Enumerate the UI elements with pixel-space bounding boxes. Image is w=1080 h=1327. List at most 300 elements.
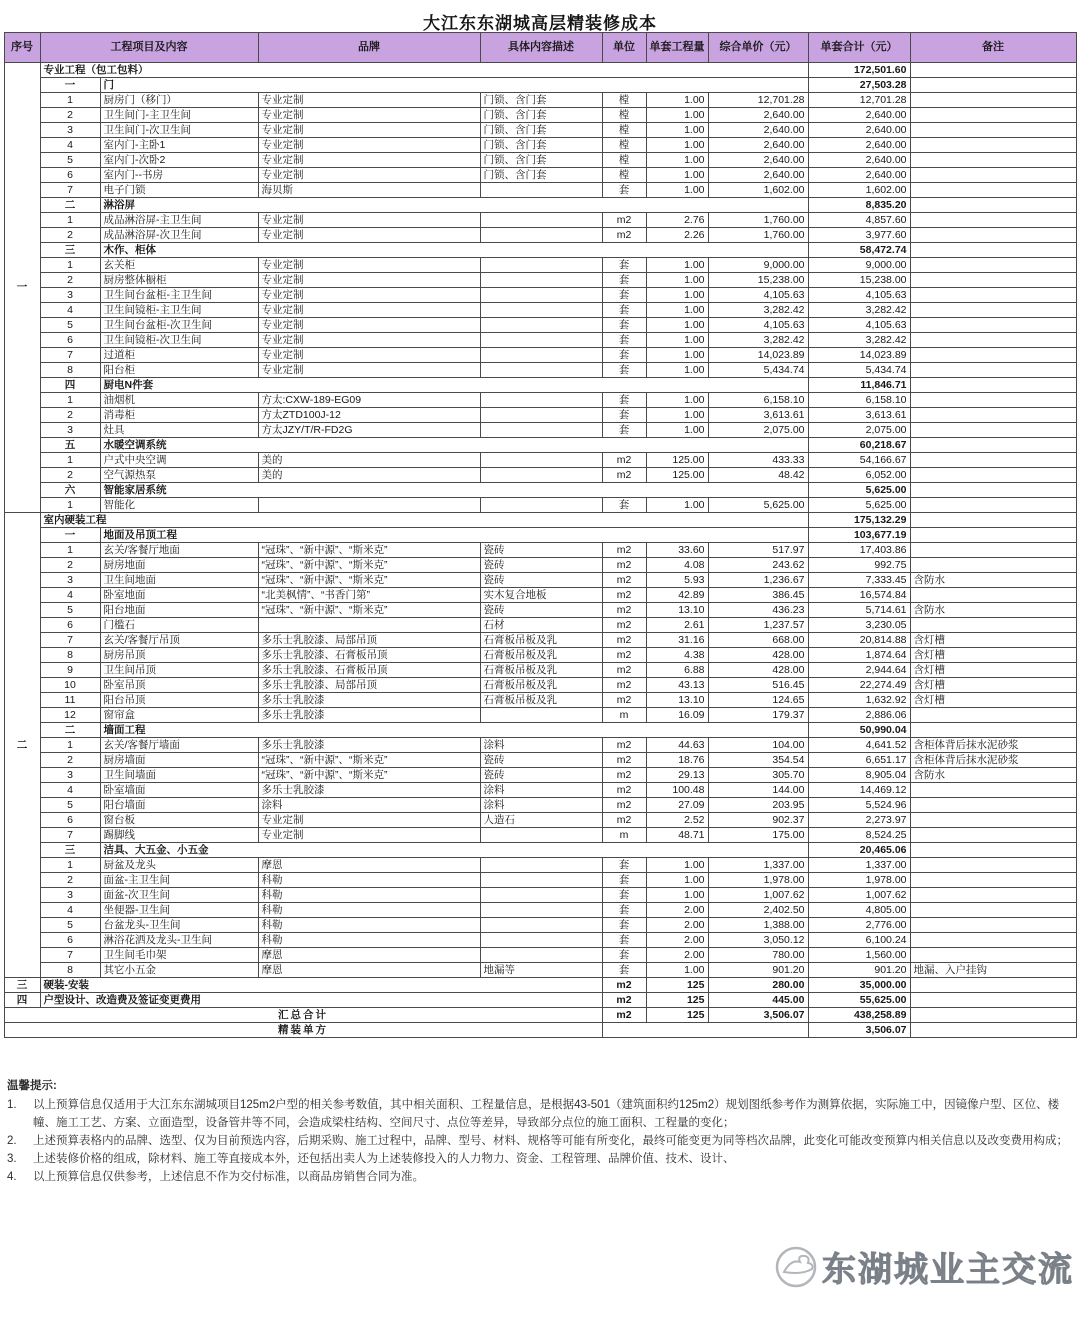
item-unit: m2 [602,603,646,618]
item-remark [910,933,1076,948]
item-qty: 29.13 [646,768,708,783]
item-no: 2 [40,873,100,888]
item-qty: 1.00 [646,963,708,978]
col-header: 单位 [602,33,646,63]
table-row [4,888,1076,903]
item-no: 4 [40,303,100,318]
item-qty: 1.00 [646,108,708,123]
item-price: 3,506.07 [708,1008,808,1023]
item-total: 8,905.04 [808,768,910,783]
item-name: 阳台地面 [100,603,258,618]
item-qty: 44.63 [646,738,708,753]
section-total: 50,990.04 [808,723,910,738]
item-no: 7 [40,948,100,963]
item-total: 16,574.84 [808,588,910,603]
item-qty: 1.00 [646,168,708,183]
table-row [4,228,1076,243]
item-desc [480,873,602,888]
item-desc [480,933,602,948]
item-total: 5,625.00 [808,498,910,513]
item-price: 203.95 [708,798,808,813]
item-no: 1 [40,213,100,228]
remark-cell [910,513,1076,528]
item-brand: 方太JZY/T/R-FD2G [258,423,480,438]
note-text: 以上预算信息仅适用于大江东东湖城项目125m2户型的相关参考数值，其中相关面积、工程量信息，是根据43-501（建筑面积约125m2）规划图纸参考作为测算依据，实际施工中，因镜像户型、区位、楼幢、施工工艺、方案、立面造型，设备管井等不同，会造成梁柱结构、空间尺寸、点位等差异，导致部分点位的施工面积、工程量的变化； [33,1099,1060,1129]
item-brand: 专业定制 [258,288,480,303]
item-price: 901.20 [708,963,808,978]
item-remark [910,813,1076,828]
item-brand: 专业定制 [258,828,480,843]
item-brand: 专业定制 [258,258,480,273]
remark-cell [910,723,1076,738]
item-qty: 1.00 [646,363,708,378]
item-unit: m2 [602,813,646,828]
item-no: 11 [40,693,100,708]
item-name: 台盆龙头-卫生间 [100,918,258,933]
item-price: 1,337.00 [708,858,808,873]
item-price: 436.23 [708,603,808,618]
item-name: 淋浴花洒及龙头-卫生间 [100,933,258,948]
note-item [7,1133,1073,1150]
item-total: 2,640.00 [808,138,910,153]
item-remark [910,318,1076,333]
item-price: 1,236.67 [708,573,808,588]
item-unit: 套 [602,363,646,378]
item-qty: 1.00 [646,93,708,108]
item-unit: 套 [602,408,646,423]
item-brand: 专业定制 [258,168,480,183]
item-desc [480,303,602,318]
item-total: 2,944.64 [808,663,910,678]
item-price: 433.33 [708,453,808,468]
item-total: 3,282.42 [808,303,910,318]
table-row [4,873,1076,888]
item-desc [480,393,602,408]
item-no: 1 [40,258,100,273]
item-total: 1,007.62 [808,888,910,903]
item-qty: 42.89 [646,588,708,603]
item-price: 1,760.00 [708,228,808,243]
item-total: 20,814.88 [808,633,910,648]
item-name: 室内门-次卧2 [100,153,258,168]
table-row [4,423,1076,438]
item-brand: “冠珠”、“新中源”、“斯米克” [258,573,480,588]
item-desc [480,228,602,243]
item-brand: 方太:CXW-189-EG09 [258,393,480,408]
item-name: 智能化 [100,498,258,513]
item-remark [910,888,1076,903]
item-name: 油烟机 [100,393,258,408]
item-name: 空气源热泵 [100,468,258,483]
item-unit: 套 [602,903,646,918]
section-total: 8,835.20 [808,198,910,213]
section-no: 四 [40,378,100,393]
item-qty: 1.00 [646,318,708,333]
item-name: 卫生间镜柜-主卫生间 [100,303,258,318]
section-no: 三 [40,843,100,858]
section-no: 三 [40,243,100,258]
item-no: 3 [40,888,100,903]
item-unit: 套 [602,888,646,903]
section-label: 墙面工程 [100,723,808,738]
item-qty: 125 [646,978,708,993]
item-no: 3 [40,768,100,783]
table-row [4,693,1076,708]
item-qty: 1.00 [646,873,708,888]
item-brand: 专业定制 [258,348,480,363]
table-row [4,753,1076,768]
item-qty: 125.00 [646,468,708,483]
item-qty: 13.10 [646,693,708,708]
item-brand: 专业定制 [258,273,480,288]
item-unit: m2 [602,993,646,1008]
item-brand: 科勒 [258,933,480,948]
item-no: 5 [40,918,100,933]
table-row [4,843,1076,858]
remark-cell [910,438,1076,453]
item-total: 2,640.00 [808,108,910,123]
item-remark [910,468,1076,483]
item-qty: 6.88 [646,663,708,678]
item-brand: “北美枫情”、“书香门第” [258,588,480,603]
item-total: 14,469.12 [808,783,910,798]
item-desc [480,273,602,288]
item-desc [480,453,602,468]
item-no: 3 [40,123,100,138]
item-price: 428.00 [708,663,808,678]
item-qty: 2.76 [646,213,708,228]
item-name: 成品淋浴屏-主卫生间 [100,213,258,228]
item-remark [910,798,1076,813]
section-label: 门 [100,78,808,93]
item-desc: 石膏板吊板及乳 [480,648,602,663]
item-remark: 含灯槽 [910,663,1076,678]
item-unit: 套 [602,933,646,948]
table-row [4,618,1076,633]
item-unit: 套 [602,498,646,513]
item-no: 8 [40,963,100,978]
item-brand: 专业定制 [258,108,480,123]
item-total: 4,805.00 [808,903,910,918]
item-total: 55,625.00 [808,993,910,1008]
table-row [4,483,1076,498]
item-qty: 48.71 [646,828,708,843]
item-name: 厨房地面 [100,558,258,573]
item-brand: 摩恩 [258,963,480,978]
item-total: 2,640.00 [808,153,910,168]
note-number: 4. [7,1171,17,1184]
remark-cell [910,843,1076,858]
item-desc: 瓷砖 [480,753,602,768]
item-brand [258,498,480,513]
item-name: 玄关/客餐厅墙面 [100,738,258,753]
item-price: 2,640.00 [708,153,808,168]
section-no: 五 [40,438,100,453]
item-brand [258,618,480,633]
item-no: 3 [40,423,100,438]
item-unit: 套 [602,303,646,318]
table-row [4,333,1076,348]
item-unit: m [602,828,646,843]
item-desc: 瓷砖 [480,543,602,558]
item-unit: 套 [602,963,646,978]
item-remark [910,423,1076,438]
item-desc: 涂料 [480,798,602,813]
table-row [4,93,1076,108]
item-remark [910,918,1076,933]
table-row [4,168,1076,183]
item-name: 踢脚线 [100,828,258,843]
item-brand: 专业定制 [258,153,480,168]
item-unit: 套 [602,423,646,438]
item-price: 1,978.00 [708,873,808,888]
item-remark [910,228,1076,243]
table-row [4,468,1076,483]
section-label: 淋浴屏 [100,198,808,213]
item-price: 2,640.00 [708,108,808,123]
item-remark [910,393,1076,408]
item-desc [480,468,602,483]
item-remark [910,993,1076,1008]
item-no: 9 [40,663,100,678]
remark-cell [910,378,1076,393]
item-brand: 涂料 [258,798,480,813]
section-group-label: 专业工程（包工包料） [40,63,808,78]
item-qty: 1.00 [646,393,708,408]
table-row [4,558,1076,573]
item-remark: 地漏、入户挂钩 [910,963,1076,978]
remark-cell [910,243,1076,258]
section-label: 地面及吊顶工程 [100,528,808,543]
item-unit: 套 [602,918,646,933]
item-no: 12 [40,708,100,723]
item-desc [480,363,602,378]
table-row [4,1008,1076,1023]
table-row [4,858,1076,873]
item-qty: 4.08 [646,558,708,573]
item-unit: m2 [602,978,646,993]
item-unit: 套 [602,273,646,288]
item-name: 厨房墙面 [100,753,258,768]
col-header: 序号 [4,33,40,63]
item-desc [480,498,602,513]
item-total: 14,023.89 [808,348,910,363]
table-row [4,318,1076,333]
section-total: 11,846.71 [808,378,910,393]
item-unit: m [602,708,646,723]
item-unit: 套 [602,258,646,273]
item-no: 6 [40,168,100,183]
item-qty: 125.00 [646,453,708,468]
item-remark: 含柜体背后抹水泥砂浆 [910,738,1076,753]
item-unit: m2 [602,558,646,573]
item-desc [480,318,602,333]
item-unit: m2 [602,633,646,648]
table-row [4,543,1076,558]
item-remark [910,408,1076,423]
item-unit: m2 [602,693,646,708]
item-brand: 摩恩 [258,858,480,873]
item-remark [910,783,1076,798]
item-qty: 1.00 [646,138,708,153]
item-qty: 33.60 [646,543,708,558]
item-brand: 专业定制 [258,303,480,318]
item-price: 3,050.12 [708,933,808,948]
item-desc [480,213,602,228]
item-total: 1,978.00 [808,873,910,888]
table-row [4,138,1076,153]
item-remark [910,168,1076,183]
item-price: 124.65 [708,693,808,708]
table-row [4,1023,1076,1038]
item-no: 7 [40,348,100,363]
table-row [4,708,1076,723]
table-row [4,528,1076,543]
item-price: 15,238.00 [708,273,808,288]
item-no: 1 [40,393,100,408]
item-name: 坐便器-卫生间 [100,903,258,918]
item-price: 1,602.00 [708,183,808,198]
item-price: 9,000.00 [708,258,808,273]
item-qty: 1.00 [646,258,708,273]
item-remark: 含柜体背后抹水泥砂浆 [910,753,1076,768]
item-desc: 石膏板吊板及乳 [480,663,602,678]
item-total: 6,100.24 [808,933,910,948]
item-name: 窗帘盒 [100,708,258,723]
item-no: 3 [40,288,100,303]
item-price: 48.42 [708,468,808,483]
unit-price-value: 3,506.07 [808,1023,910,1038]
col-header: 具体内容描述 [480,33,602,63]
item-qty: 13.10 [646,603,708,618]
item-no: 2 [40,273,100,288]
col-header: 综合单价（元） [708,33,808,63]
item-no: 5 [40,318,100,333]
item-brand: 专业定制 [258,813,480,828]
col-header: 备注 [910,33,1076,63]
item-price: 2,402.50 [708,903,808,918]
item-total: 22,274.49 [808,678,910,693]
item-unit: m2 [602,588,646,603]
item-brand: “冠珠”、“新中源”、“斯米克” [258,753,480,768]
item-price: 445.00 [708,993,808,1008]
item-price: 4,105.63 [708,288,808,303]
item-total: 4,641.52 [808,738,910,753]
item-brand: 专业定制 [258,123,480,138]
item-unit: 套 [602,288,646,303]
item-desc: 门锁、含门套 [480,153,602,168]
item-unit: 樘 [602,123,646,138]
item-total: 15,238.00 [808,273,910,288]
table-row [4,63,1076,78]
item-name: 硬装-安装 [40,978,602,993]
item-brand: 多乐士乳胶漆、局部吊顶 [258,678,480,693]
item-no: 1 [40,858,100,873]
table-row [4,213,1076,228]
table-row [4,108,1076,123]
section-total: 20,465.06 [808,843,910,858]
item-unit: 套 [602,348,646,363]
item-price: 5,434.74 [708,363,808,378]
item-remark [910,948,1076,963]
item-name: 卫生间台盆柜-主卫生间 [100,288,258,303]
col-header: 单套合计（元） [808,33,910,63]
item-total: 5,524.96 [808,798,910,813]
table-row [4,408,1076,423]
grand-total-value: 438,258.89 [808,1008,910,1023]
table-row [4,663,1076,678]
table-row [4,903,1076,918]
item-brand: 多乐士乳胶漆 [258,693,480,708]
item-qty: 1.00 [646,498,708,513]
table-row [4,288,1076,303]
item-qty: 2.00 [646,948,708,963]
item-total: 992.75 [808,558,910,573]
item-name: 阳台吊顶 [100,693,258,708]
table-row [4,963,1076,978]
item-total: 6,158.10 [808,393,910,408]
item-brand: “冠珠”、“新中源”、“斯米克” [258,558,480,573]
item-desc: 人造石 [480,813,602,828]
item-remark [910,348,1076,363]
item-remark [910,93,1076,108]
item-total: 5,714.61 [808,603,910,618]
table-row [4,78,1076,93]
item-name: 卫生间台盆柜-次卫生间 [100,318,258,333]
item-unit: m2 [602,453,646,468]
item-brand: 专业定制 [258,213,480,228]
item-remark [910,108,1076,123]
item-brand: 多乐士乳胶漆 [258,708,480,723]
item-qty: 43.13 [646,678,708,693]
item-name: 室内门-主卧1 [100,138,258,153]
item-desc: 门锁、含门套 [480,93,602,108]
table-row [4,303,1076,318]
item-remark [910,273,1076,288]
item-unit: 套 [602,948,646,963]
item-qty: 125 [646,1008,708,1023]
item-qty: 4.38 [646,648,708,663]
item-desc [480,903,602,918]
note-number: 2. [7,1134,17,1147]
section-label: 洁具、大五金、小五金 [100,843,808,858]
item-qty: 18.76 [646,753,708,768]
table-row [4,153,1076,168]
remark-cell [910,483,1076,498]
item-no: 1 [40,498,100,513]
item-qty: 100.48 [646,783,708,798]
table-row [4,123,1076,138]
table-row [4,588,1076,603]
item-remark [910,213,1076,228]
item-no: 2 [40,408,100,423]
item-total: 6,052.00 [808,468,910,483]
item-price: 1,007.62 [708,888,808,903]
item-price: 354.54 [708,753,808,768]
item-remark [910,303,1076,318]
section-label: 木作、柜体 [100,243,808,258]
section-no: 二 [40,198,100,213]
item-price: 386.45 [708,588,808,603]
note-item [7,1169,1073,1186]
note-item [7,1097,1073,1132]
item-name: 其它小五金 [100,963,258,978]
item-desc: 实木复合地板 [480,588,602,603]
watermark [774,1242,1074,1291]
item-desc [480,858,602,873]
section-no: 一 [40,78,100,93]
item-desc [480,888,602,903]
